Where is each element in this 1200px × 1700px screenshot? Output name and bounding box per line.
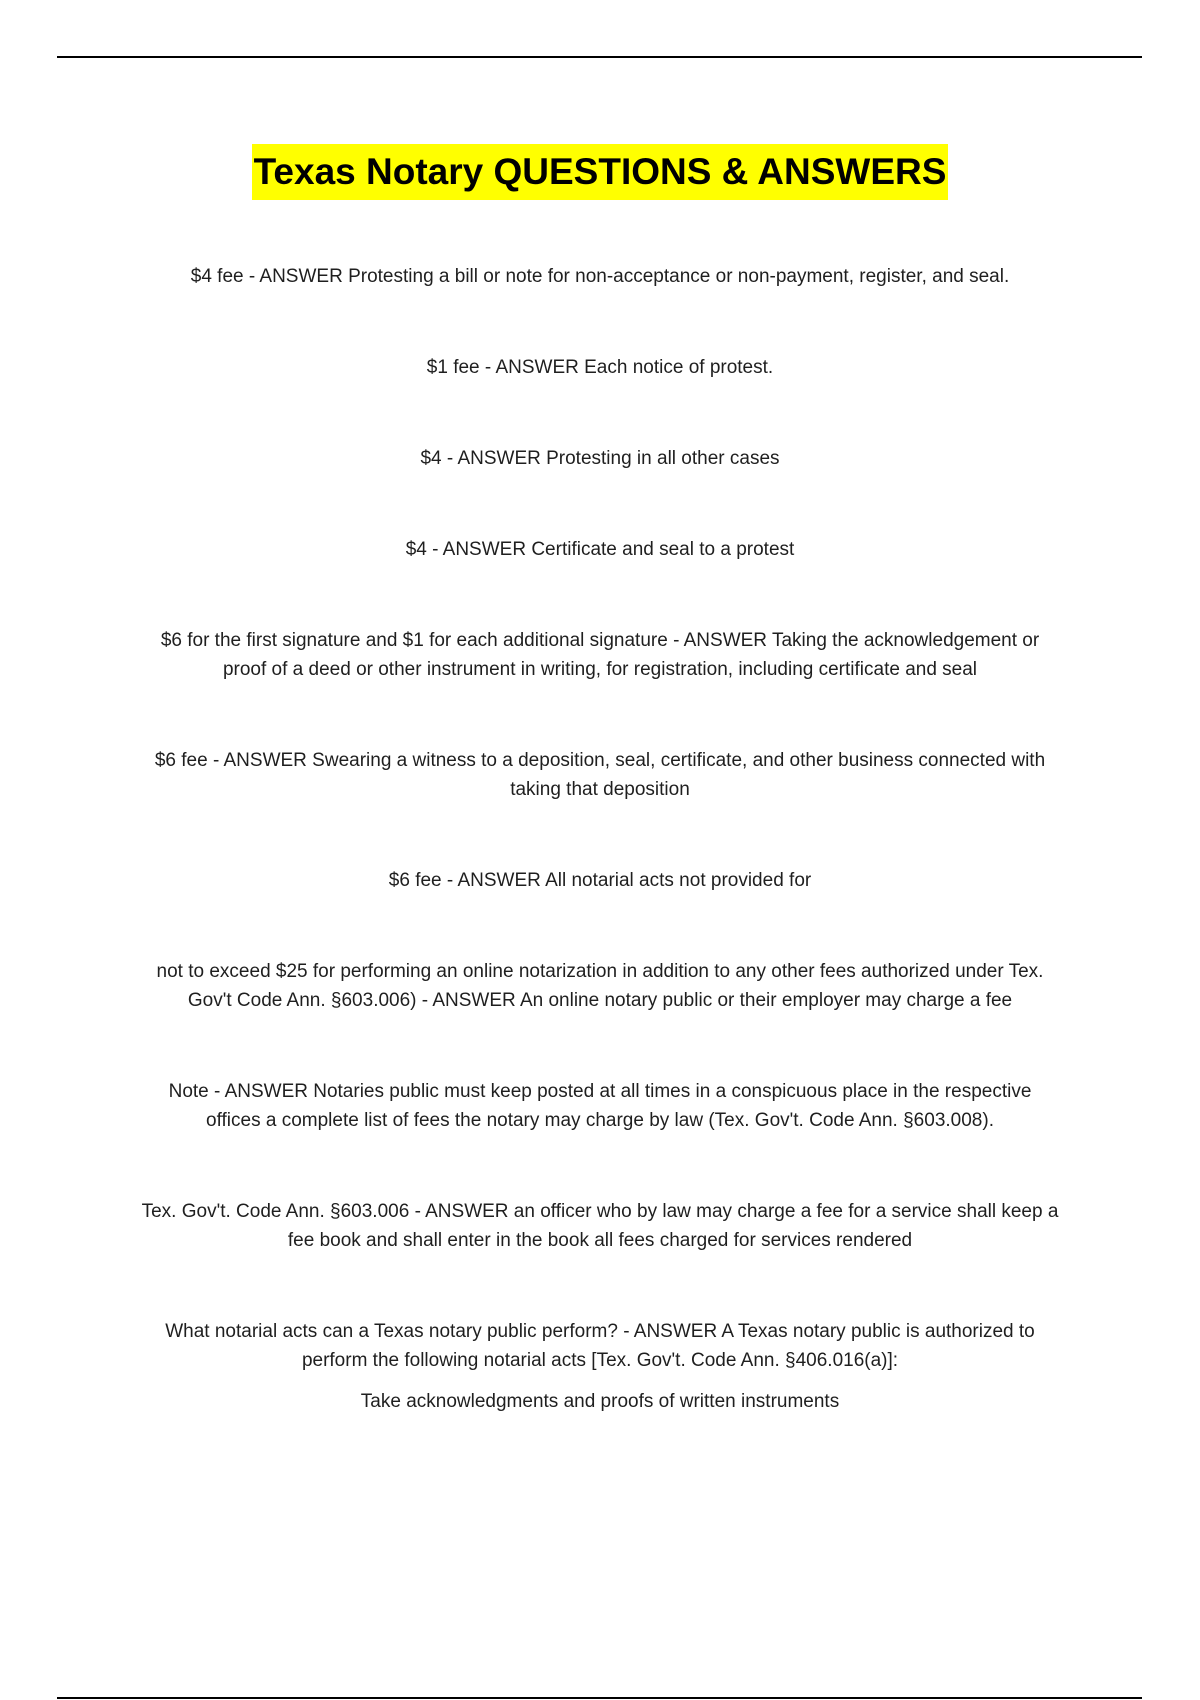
footer-rule — [57, 1697, 1142, 1699]
qa-item: Note - ANSWER Notaries public must keep posted at all times in a conspicuous place in the respective offices a complete list of fees the notary may charge by law (Tex. Gov't. Code Ann. §603.008). — [168, 1081, 1032, 1131]
qa-list — [140, 262, 1060, 1478]
qa-subitem: Take acknowledgments and proofs of written instruments — [360, 1391, 840, 1412]
qa-item: $4 fee - ANSWER Protesting a bill or note for non-acceptance or non-payment, register, and seal. — [190, 266, 1010, 287]
title-container — [0, 144, 1200, 200]
header-rule — [57, 56, 1142, 58]
qa-item: $6 fee - ANSWER Swearing a witness to a deposition, seal, certificate, and other business connected with taking that deposition — [154, 750, 1046, 800]
document-title: Texas Notary QUESTIONS & ANSWERS — [252, 144, 949, 200]
qa-item: $4 - ANSWER Protesting in all other cases — [420, 448, 780, 469]
qa-item: Tex. Gov't. Code Ann. §603.006 - ANSWER an officer who by law may charge a fee for a service shall keep a fee book and shall enter in the book all fees charged for services rendered — [141, 1201, 1059, 1251]
qa-item: $6 for the first signature and $1 for each additional signature - ANSWER Taking the acknowledgement or proof of a deed or other instrument in writing, for registration, including certificate and seal — [160, 630, 1040, 680]
qa-item: $4 - ANSWER Certificate and seal to a protest — [405, 539, 795, 560]
qa-item: $6 fee - ANSWER All notarial acts not provided for — [388, 870, 812, 891]
qa-item: What notarial acts can a Texas notary public perform? - ANSWER A Texas notary public is authorized to perform the following notarial acts [Tex. Gov't. Code Ann. §406.016(a)]: — [165, 1321, 1035, 1371]
qa-item: not to exceed $25 for performing an online notarization in addition to any other fees authorized under Tex. Gov't Code Ann. §603.006) - ANSWER An online notary public or their employer may charge a fee — [156, 961, 1044, 1011]
qa-item: $1 fee - ANSWER Each notice of protest. — [426, 357, 774, 378]
